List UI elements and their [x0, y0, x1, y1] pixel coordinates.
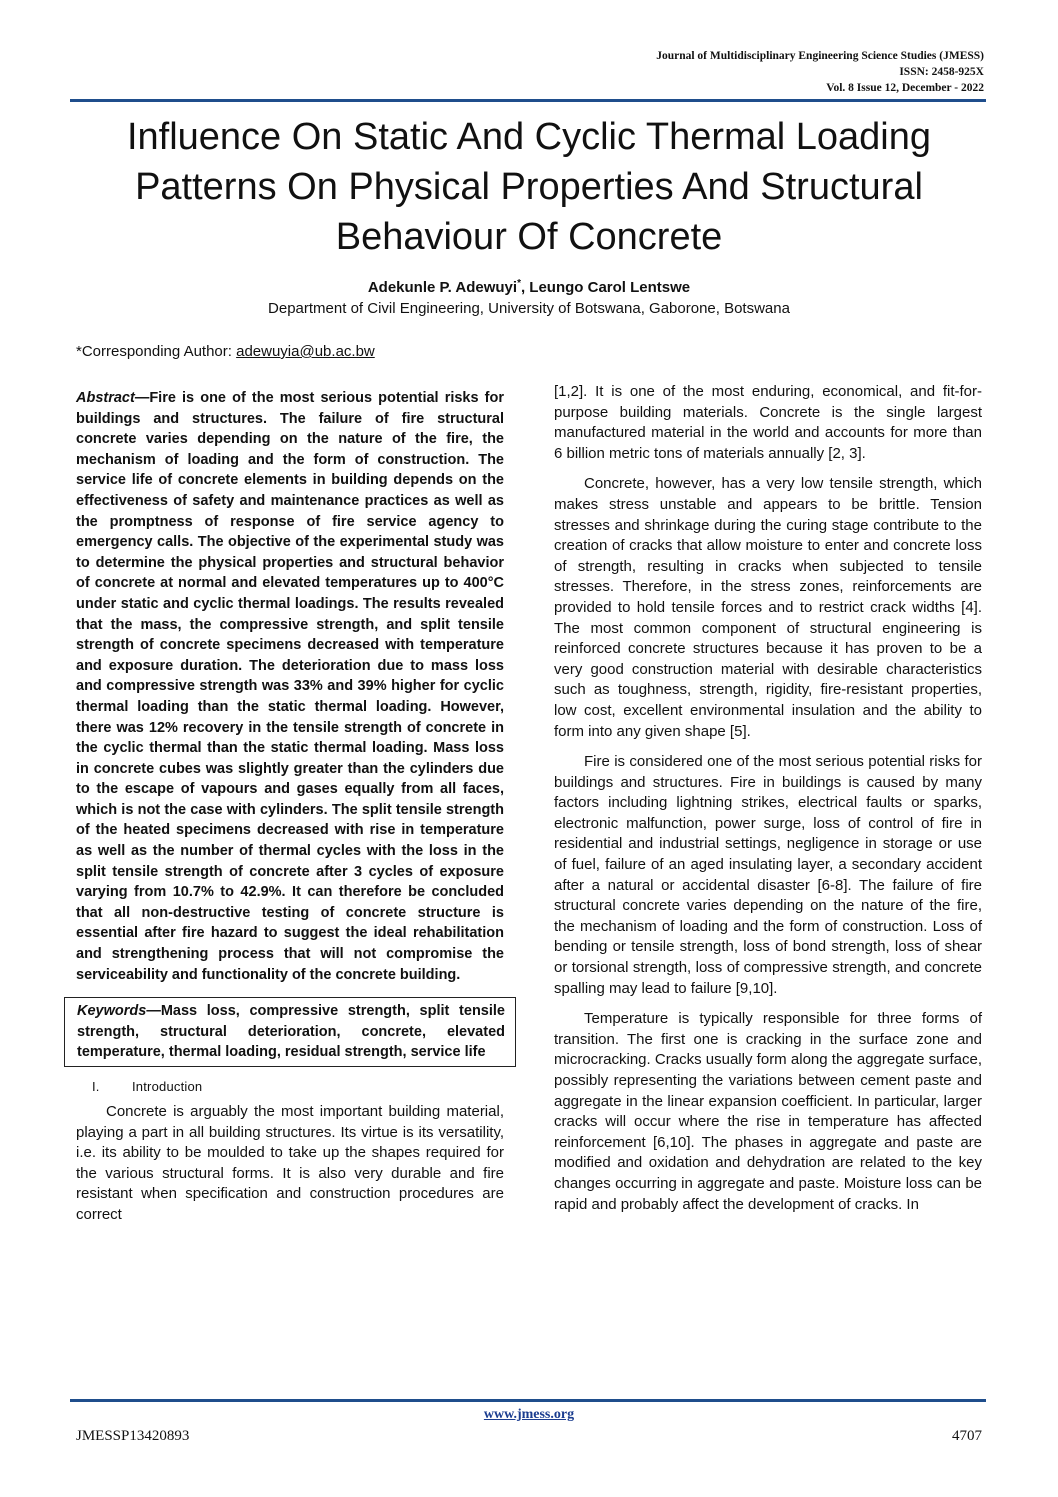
page-number: 4707: [952, 1428, 982, 1444]
journal-website-link[interactable]: www.jmess.org: [483, 1407, 575, 1422]
section-heading-introduction: [92, 1079, 504, 1094]
left-column: [76, 388, 504, 1226]
paper-authors: [0, 278, 1058, 296]
author-secondary: , Leungo Carol Lentswe: [520, 279, 691, 296]
footer-url: [0, 1407, 1058, 1423]
author-mark: *: [517, 278, 521, 289]
journal-volume: Vol. 8 Issue 12, December - 2022: [826, 82, 984, 94]
keywords-label: Keywords: [77, 1003, 147, 1020]
keywords-text: Mass loss, compressive strength, split tensile strength, structural deterioration, concrete, elevated temperature, thermal loading, residual strength, service life: [77, 1003, 505, 1061]
corresponding-email-link[interactable]: adewuyia@ub.ac.bw: [236, 343, 375, 360]
abstract-dash: —: [134, 390, 150, 406]
corresponding-author: [76, 343, 375, 360]
header-rule: [70, 99, 986, 102]
abstract: [76, 388, 504, 985]
paper-title: Influence On Static And Cyclic Thermal Loading Patterns On Physical Properties And Structural Behaviour Of Concrete: [126, 116, 932, 258]
corresponding-label: *Corresponding Author:: [76, 343, 237, 360]
abstract-text: Fire is one of the most serious potential risks for buildings and structures. The failure of fire structural concrete varies depending on the nature of the fire, the mechanism of loading and the form of construction. The service life of concrete elements in building depends on the effectiveness of safety and maintenance practices as well as the promptness of response of fire service agency to emergency calls. The objective of the experimental study was to determine the physical properties and structural behavior of concrete at normal and elevated temperatures up to 400°C under static and cyclic thermal loadings. The results revealed that the mass, the compressive strength, and split tensile strength of concrete specimens decreased with temperature and exposure duration. The deterioration due to mass loss and compressive strength was 33% and 39% higher for cyclic thermal loading than the static thermal loading. However, there was 12% recovery in the tensile strength of concrete in the cyclic thermal than the static thermal loading. Mass loss in concrete cubes was slightly greater than the cylinders due to the escape of vapours and gases equally from all faces, which is not the case with cylinders. The split tensile strength of the heated specimens decreased with rise in temperature as well as the number of thermal cycles with the loss in the split tensile strength of concrete after 3 cycles of exposure varying from 10.7% to 42.9%. It can therefore be concluded that all non-destructive testing of concrete structure is essential after fire hazard to suggest the ideal rehabilitation and strengthening process that will not compromise the serviceability and functionality of the concrete building.: [76, 390, 504, 983]
author-primary: Adekunle P. Adewuyi: [367, 279, 518, 296]
section-title: Introduction: [132, 1079, 203, 1094]
abstract-label: Abstract: [76, 390, 135, 406]
affiliation: Department of Civil Engineering, University of Botswana, Gaborone, Botswana: [268, 300, 790, 317]
intro-paragraph-2: Concrete, however, has a very low tensile strength, which makes stress unstable and appears to be brittle. Tension stresses and shrinkage during the curing stage contribute to the creation of cracks that allow moisture to enter and concrete loss of strength, resulting in cracks when subjected to tensile stresses. Therefore, in the stress zones, reinforcements are provided to hold tensile forces and to restrict crack widths [4]. The most common component of structural engineering is reinforced concrete structures because it has proven to be a very good construction material with desirable characteristics such as toughness, strength, rigidity, fire-resistant properties, low cost, excellent environmental insulation and the ability to form into any given shape [5].: [554, 475, 982, 740]
journal-header: [656, 48, 984, 96]
footer-rule: [70, 1399, 986, 1402]
right-column: [554, 382, 982, 1225]
section-number: I.: [92, 1079, 100, 1094]
keywords-box: [64, 997, 516, 1067]
intro-paragraph-1-continued: [1,2]. It is one of the most enduring, economical, and fit-for-purpose building materials. Concrete is the single largest manufactured material in the world and accounts for more than 6 billion metric tons of materials annually [2, 3].: [554, 383, 982, 462]
paper-id: JMESSP13420893: [76, 1428, 190, 1444]
intro-paragraph-4: Temperature is typically responsible for three forms of transition. The first one is cracking in the surface zone and microcracking. Cracks usually form along the aggregate surface, possibly representing the variations between cement paste and aggregate in the linear expansion coefficient. In particular, larger cracks will occur where the rise in temperature has affected reinforcement [6,10]. The phases in aggregate and paste are modified and oxidation and dehydration are related to the key changes occurring in aggregate and paste. Moisture loss can be rapid and probably affect the development of cracks. In: [554, 1010, 982, 1213]
keywords: [77, 1001, 505, 1063]
intro-paragraph-3: Fire is considered one of the most serious potential risks for buildings and structures. Fire in buildings is caused by many factors including lightning strikes, electrical faults or sparks, electronic malfunction, power surge, loss of control of fire in residential and industrial settings, negligence in storage or use of fuel, failure of an aged insulating layer, a secondary accident after a natural or accidental disaster [6-8]. The failure of fire structural concrete varies depending on the nature of the fire, the mechanism of loading and the form of construction. Loss of bending or tensile strength, loss of bond strength, loss of shear or torsional strength, loss of compressive strength, and concrete spalling may lead to failure [9,10].: [554, 753, 982, 997]
keywords-dash: —: [146, 1003, 161, 1020]
intro-paragraph-1: Concrete is arguably the most important building material, playing a part in all building structures. Its virtue is its versatility, i.e. its ability to be moulded to take up the shapes required for the various structural forms. It is also very durable and fire resistant when specification and construction procedures are correct: [76, 1103, 504, 1223]
journal-issn: ISSN: 2458-925X: [899, 66, 984, 78]
journal-name: Journal of Multidisciplinary Engineering Science Studies (JMESS): [656, 50, 984, 62]
